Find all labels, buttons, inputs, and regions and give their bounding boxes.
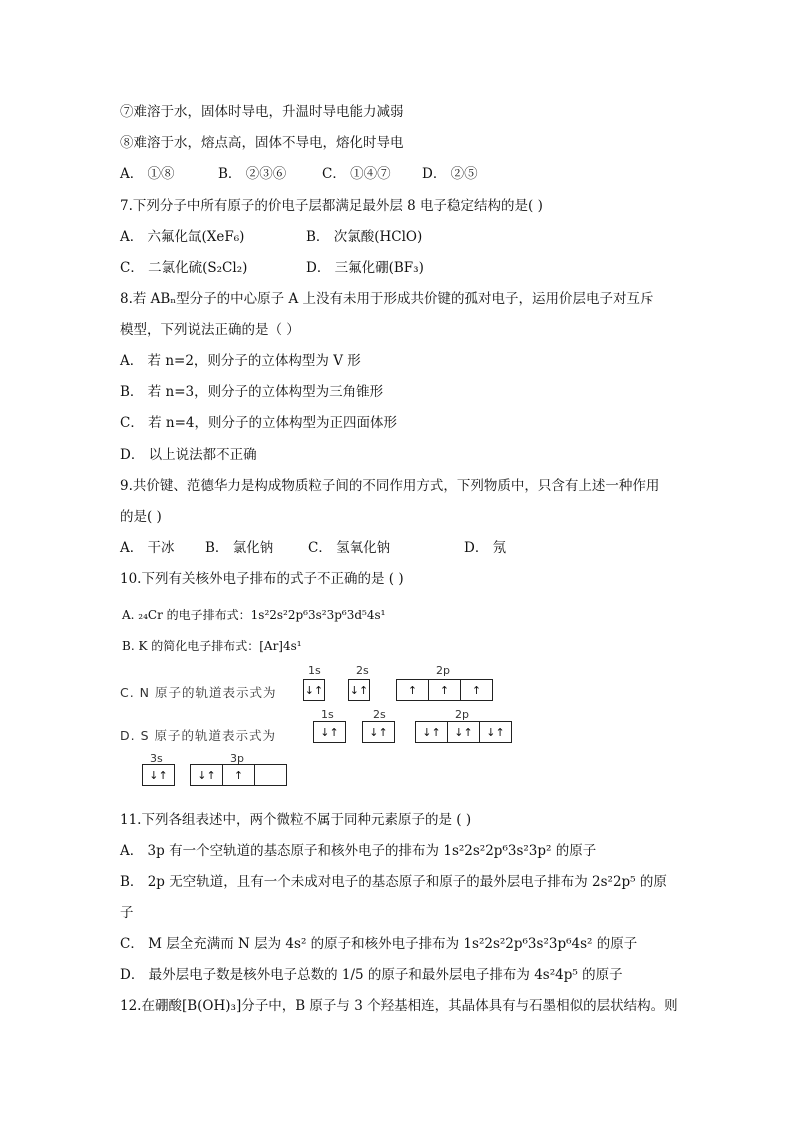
q8-stem-line2: 模型，下列说法正确的是（ ） <box>120 322 300 338</box>
orbital-cell: ↑ <box>397 680 429 700</box>
q9-stem-line1: 9.共价键、范德华力是构成物质粒子间的不同作用方式，下列物质中，只含有上述一种作用 <box>120 478 660 494</box>
q6-item8: ⑧难溶于水，熔点高，固体不导电，熔化时导电 <box>120 135 404 151</box>
q11-option-a: A． 3p 有一个空轨道的基态原子和核外电子的排布为 1s²2s²2p⁶3s²3p² 的原子 <box>120 843 597 859</box>
orbital-label-1s: 1s <box>308 664 321 677</box>
orbital-box-3s <box>142 764 175 786</box>
orbital-cell: ↑ <box>471 683 482 697</box>
q10-stem: 10.下列有关核外电子排布的式子不正确的是 ( ) <box>120 571 404 587</box>
q7-option-a: A． 六氟化氙(XeF₆) <box>120 229 245 245</box>
q8-option-d: D． 以上说法都不正确 <box>120 447 257 463</box>
orbital-cell: ↓↑ <box>304 683 324 697</box>
orbital-label-2p: 2p <box>455 708 469 721</box>
q11-option-b-line2: 子 <box>120 905 134 921</box>
orbital-cell: ↓↑ <box>448 722 480 742</box>
q9-option-b: B． 氯化钠 <box>205 540 274 556</box>
q10-option-c-title: C. N 原子的轨道表示式为 <box>120 685 277 700</box>
q12-stem: 12.在硼酸[B(OH)₃]分子中，B 原子与 3 个羟基相连，其晶体具有与石墨相似的层状结构。则 <box>120 998 678 1014</box>
orbital-cell: ↓↑ <box>349 683 369 697</box>
q7-option-d: D． 三氟化硼(BF₃) <box>306 260 424 276</box>
orbital-label-2s: 2s <box>373 708 386 721</box>
q6-option-c: C． ①④⑦ <box>322 166 391 182</box>
q8-option-a: A． 若 n=2，则分子的立体构型为 V 形 <box>120 353 361 369</box>
orbital-box-3p <box>190 764 287 786</box>
orbital-cell: ↓↑ <box>369 725 388 739</box>
orbital-cell: ↓↑ <box>416 722 448 742</box>
q7-option-b: B． 次氯酸(HClO) <box>306 229 423 245</box>
q9-stem-line2: 的是( ) <box>120 509 162 525</box>
orbital-box-1s <box>303 679 325 701</box>
q7-option-c: C． 二氯化硫(S₂Cl₂) <box>120 260 248 276</box>
orbital-cell: ↓↑ <box>191 765 223 785</box>
q11-option-c: C． M 层全充满而 N 层为 4s² 的原子和核外电子排布为 1s²2s²2p⁶3s²3p⁶4s² 的原子 <box>120 936 638 952</box>
orbital-label-2s: 2s <box>356 664 369 677</box>
q6-option-d: D． ②⑤ <box>422 166 478 182</box>
orbital-cell: ↓↑ <box>486 725 505 739</box>
q10-option-a: A. ₂₄Cr 的电子排布式：1s²2s²2p⁶3s²3p⁶3d⁵4s¹ <box>122 608 386 622</box>
q9-option-c: C． 氢氧化钠 <box>308 540 391 556</box>
orbital-label-3s: 3s <box>150 752 163 765</box>
q10-option-d-title: D. S 原子的轨道表示式为 <box>120 728 276 743</box>
q9-option-d: D． 氖 <box>464 540 507 556</box>
q6-option-b: B． ②③⑥ <box>218 166 287 182</box>
q6-item7: ⑦难溶于水，固体时导电，升温时导电能力减弱 <box>120 104 404 120</box>
q11-option-b-line1: B． 2p 无空轨道，且有一个未成对电子的基态原子和原子的最外层电子排布为 2s²2p⁵ 的原 <box>120 874 667 890</box>
orbital-cell <box>255 765 286 785</box>
q11-stem: 11.下列各组表述中，两个微粒不属于同种元素原子的是 ( ) <box>120 812 472 828</box>
q7-stem: 7.下列分子中所有原子的价电子层都满足最外层 8 电子稳定结构的是( ) <box>120 198 543 214</box>
orbital-box-2p <box>415 721 512 743</box>
orbital-cell: ↑ <box>223 765 255 785</box>
q6-option-a: A． ①⑧ <box>120 166 175 182</box>
orbital-cell: ↑ <box>429 680 461 700</box>
orbital-box-1s <box>313 721 346 743</box>
q10-option-b: B. K 的简化电子排布式：[Ar]4s¹ <box>122 639 302 653</box>
q8-option-b: B． 若 n=3，则分子的立体构型为三角锥形 <box>120 384 384 400</box>
orbital-box-2p <box>396 679 493 701</box>
q9-option-a: A． 干冰 <box>120 540 175 556</box>
q8-option-c: C． 若 n=4，则分子的立体构型为正四面体形 <box>120 415 398 431</box>
orbital-cell: ↓↑ <box>320 725 339 739</box>
q11-option-d: D． 最外层电子数是核外电子总数的 1/5 的原子和最外层电子排布为 4s²4p⁵ 的原子 <box>120 967 623 983</box>
orbital-cell: ↓↑ <box>149 768 168 782</box>
orbital-label-2p: 2p <box>436 664 450 677</box>
orbital-box-2s <box>348 679 370 701</box>
orbital-box-2s <box>362 721 395 743</box>
orbital-label-3p: 3p <box>230 752 244 765</box>
orbital-label-1s: 1s <box>321 708 334 721</box>
q8-stem-line1: 8.若 ABₙ型分子的中心原子 A 上没有未用于形成共价键的孤对电子，运用价层电子对互斥 <box>120 291 654 307</box>
